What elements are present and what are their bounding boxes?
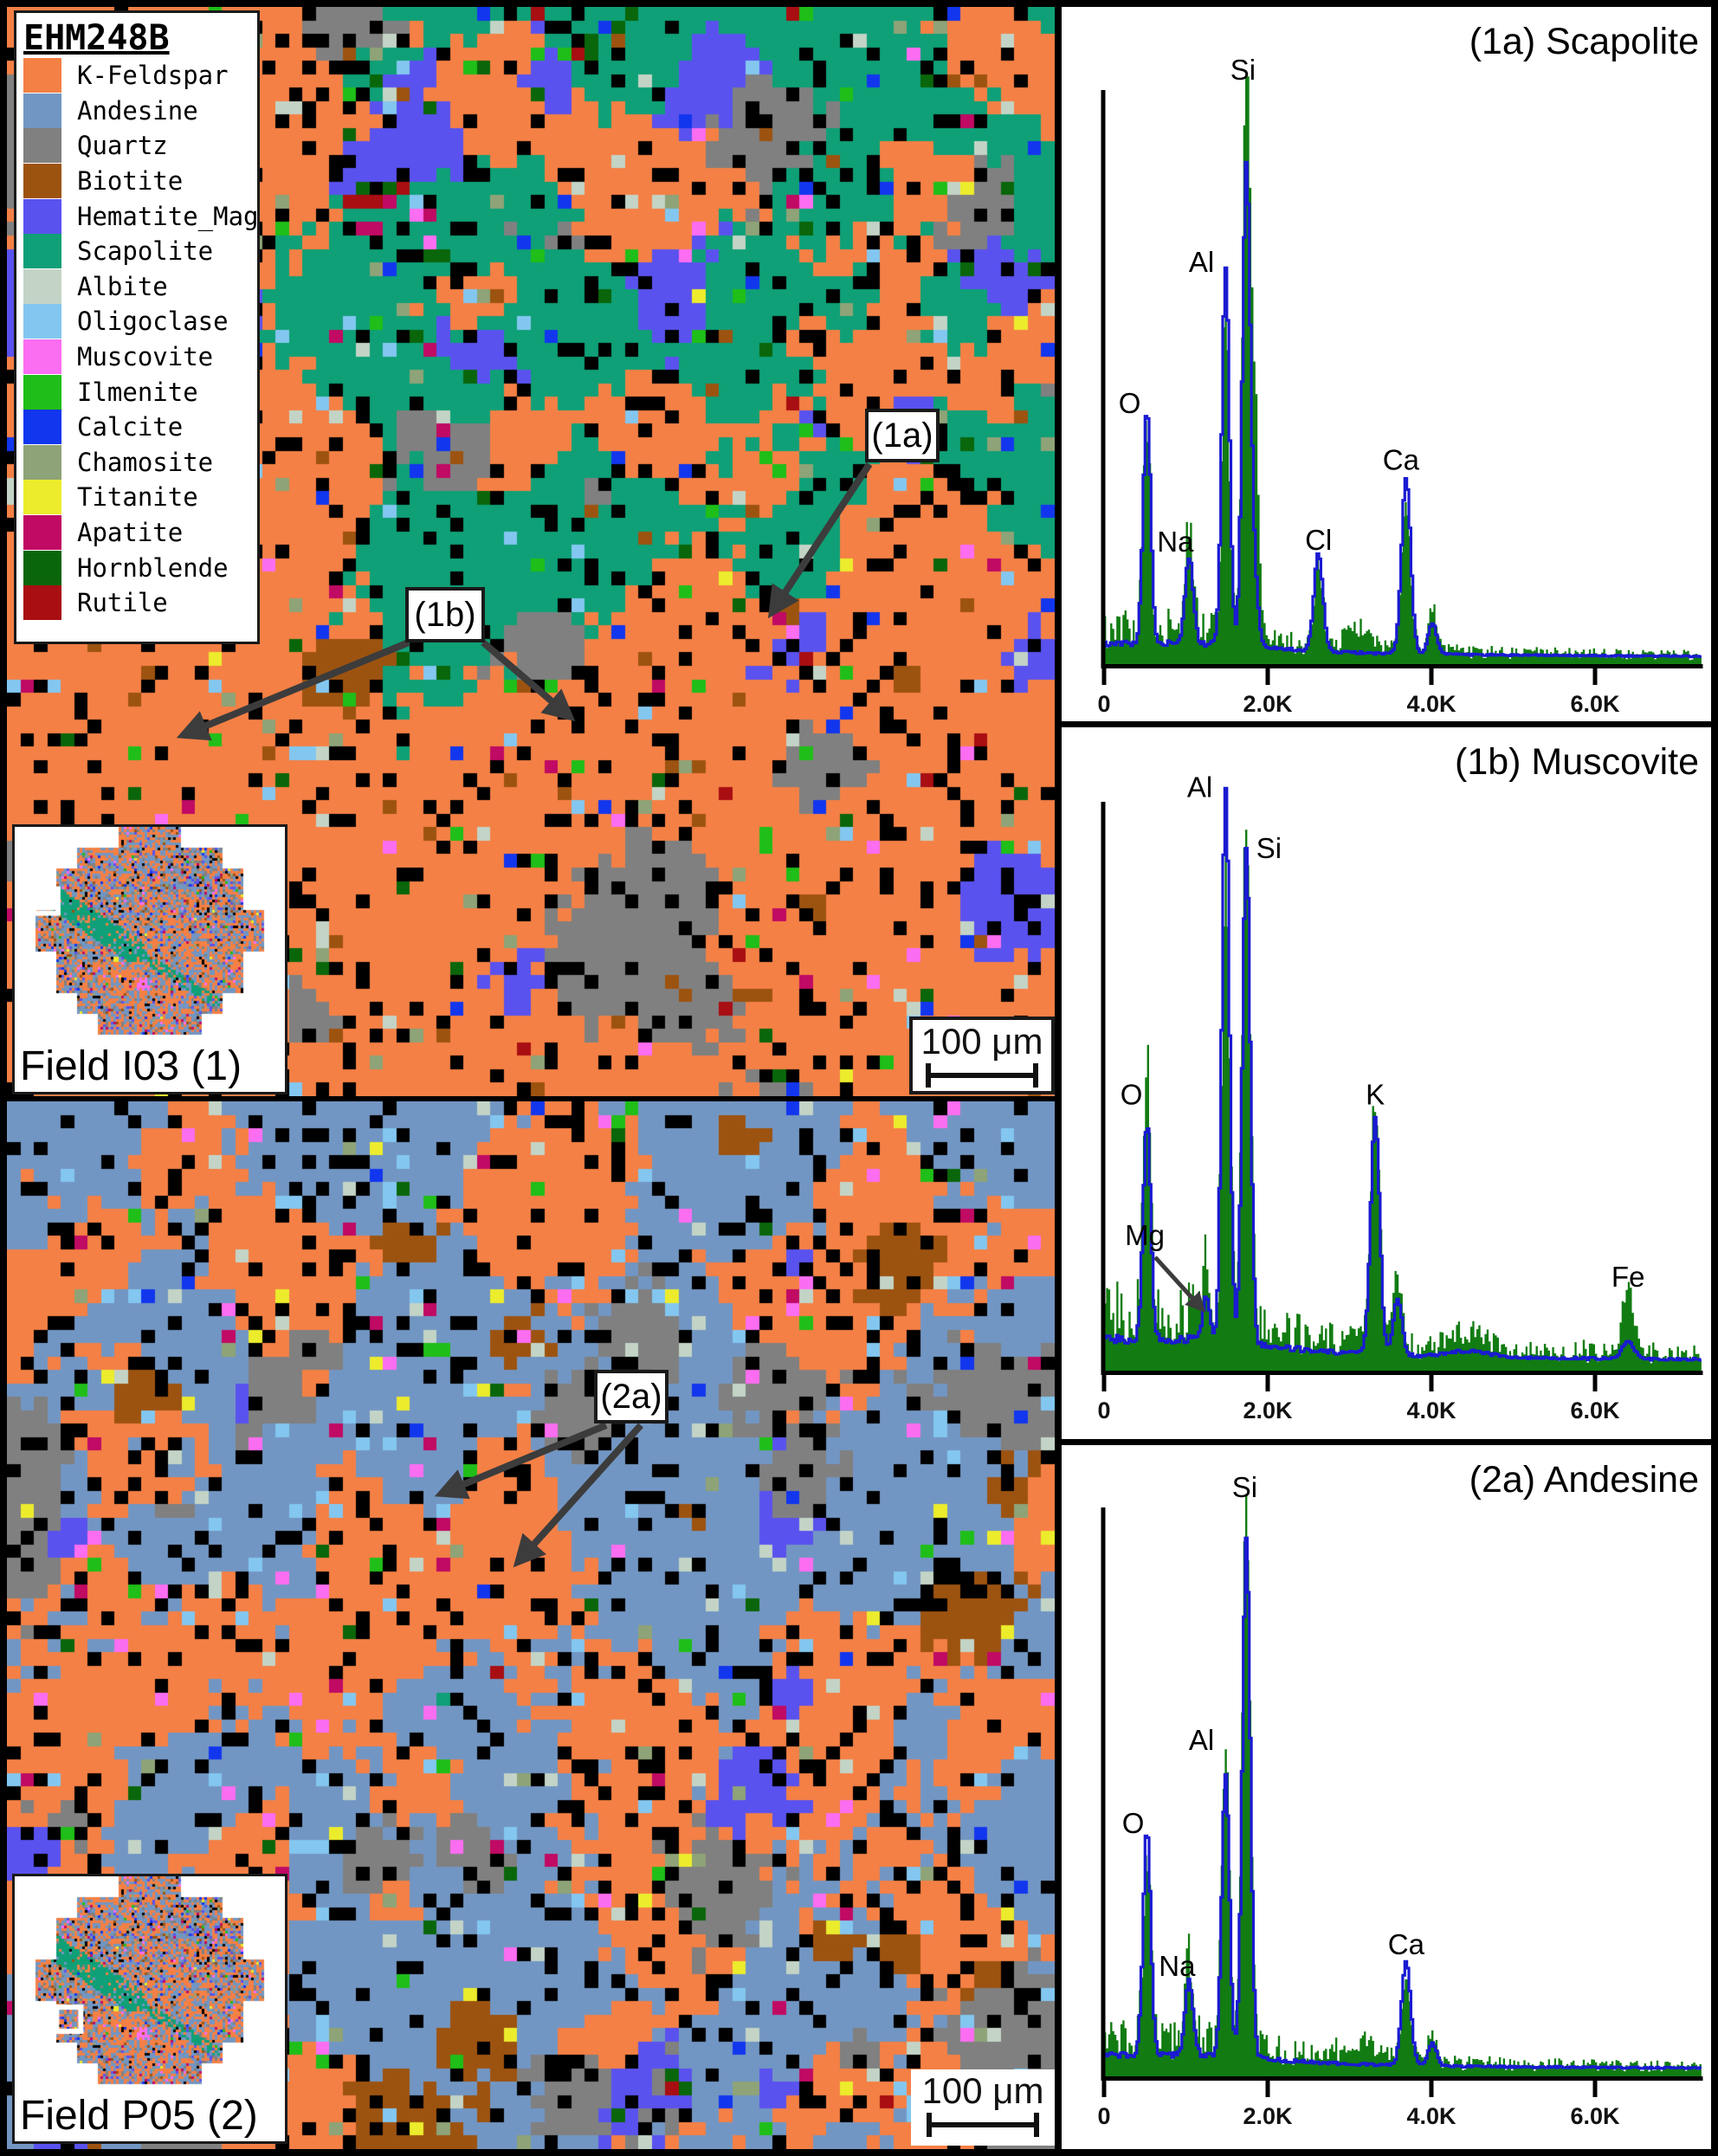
annotation-label-1a: (1a) bbox=[865, 409, 940, 462]
legend-entry-chamosite bbox=[23, 445, 257, 481]
legend-entry-hornblende bbox=[23, 550, 257, 585]
legend-swatch bbox=[23, 375, 61, 410]
scale-bar-label-1: 100 μm bbox=[920, 1021, 1043, 1062]
peak-label-al: Al bbox=[1186, 771, 1213, 804]
peak-label-al: Al bbox=[1188, 246, 1215, 279]
spectrum-chart-0 bbox=[1062, 7, 1711, 721]
field-overview-image-1 bbox=[15, 827, 285, 1045]
peak-label-al: Al bbox=[1188, 1723, 1215, 1756]
legend-entry-label: Oligoclase bbox=[77, 307, 229, 337]
y-axis bbox=[1101, 90, 1106, 668]
peak-label-o: O bbox=[1118, 386, 1141, 419]
legend-entry-label: Muscovite bbox=[77, 342, 214, 372]
scale-bar-2 bbox=[911, 2069, 1055, 2146]
legend-entry-apatite bbox=[23, 515, 257, 551]
x-tick-label: 2.0K bbox=[1243, 691, 1293, 717]
spectrum-title: (2a) Andesine bbox=[1469, 1459, 1699, 1501]
x-axis-tick bbox=[1430, 1375, 1434, 1391]
spectrum-chart-2 bbox=[1062, 1445, 1711, 2149]
x-tick-label: 0 bbox=[1097, 2103, 1111, 2129]
peak-label-fe: Fe bbox=[1611, 1260, 1645, 1293]
legend-title: EHM248B bbox=[23, 18, 170, 58]
column-divider bbox=[1055, 7, 1062, 2149]
field-overview-image-2 bbox=[15, 1876, 285, 2095]
legend-entry-label: Titanite bbox=[77, 482, 198, 513]
spectrum-title: (1a) Scapolite bbox=[1469, 21, 1699, 62]
scale-bar-ruler-2 bbox=[922, 2111, 1043, 2139]
legend-swatch bbox=[23, 234, 61, 268]
peak-label-o: O bbox=[1121, 1806, 1145, 1839]
x-axis-tick bbox=[1102, 2081, 1107, 2097]
scale-bar-1 bbox=[909, 1017, 1055, 1094]
legend-entry-label: Ilmenite bbox=[77, 377, 198, 407]
legend-entry-titanite bbox=[23, 480, 257, 515]
peak-label-o: O bbox=[1120, 1078, 1143, 1111]
legend-swatch bbox=[23, 515, 61, 550]
legend-entry-label: Andesine bbox=[77, 95, 198, 126]
peak-label-si: Si bbox=[1231, 1471, 1258, 1503]
x-tick-label: 6.0K bbox=[1570, 1398, 1620, 1423]
x-tick-label: 2.0K bbox=[1243, 2103, 1293, 2129]
legend-entry-label: Calcite bbox=[77, 412, 184, 442]
peak-label-k: K bbox=[1366, 1078, 1385, 1111]
spectrum-measured-series bbox=[1104, 76, 1702, 664]
x-axis-tick bbox=[1593, 1375, 1598, 1391]
x-tick-label: 4.0K bbox=[1406, 691, 1456, 717]
legend-entry-label: Chamosite bbox=[77, 447, 214, 477]
legend-swatch bbox=[23, 94, 61, 128]
legend-entry-label: Hematite_Mag bbox=[77, 201, 259, 231]
legend-entry-label: Scapolite bbox=[77, 236, 214, 267]
legend-entry-scapolite bbox=[23, 234, 257, 269]
legend-entry-hematite-mag bbox=[23, 198, 257, 234]
peak-label-na: Na bbox=[1159, 1950, 1196, 1983]
legend-swatch bbox=[23, 304, 61, 339]
scale-bar-label-2: 100 μm bbox=[921, 2070, 1044, 2111]
spectra-column bbox=[1062, 7, 1711, 2149]
spectrum-fit-series bbox=[1104, 1538, 1702, 2069]
peak-label-cl: Cl bbox=[1305, 523, 1333, 556]
legend-swatch bbox=[23, 269, 61, 304]
legend-entry-label: Rutile bbox=[77, 588, 168, 618]
legend-entry-andesine bbox=[23, 94, 257, 129]
x-axis-tick bbox=[1266, 1375, 1270, 1391]
legend-swatch bbox=[23, 445, 61, 480]
x-axis-tick bbox=[1593, 668, 1598, 685]
x-tick-label: 6.0K bbox=[1570, 2103, 1620, 2129]
x-axis-tick bbox=[1266, 668, 1270, 685]
peak-label-mg: Mg bbox=[1125, 1219, 1165, 1251]
peak-label-si: Si bbox=[1230, 54, 1256, 86]
x-axis-tick bbox=[1430, 2081, 1434, 2097]
x-tick-label: 6.0K bbox=[1570, 691, 1620, 717]
legend-swatch bbox=[23, 410, 61, 444]
y-axis bbox=[1101, 1507, 1106, 2081]
legend-entry-label: Quartz bbox=[77, 131, 168, 161]
annotation-label-2a: (2a) bbox=[594, 1370, 668, 1423]
legend-entry-calcite bbox=[23, 410, 257, 445]
legend-entry-quartz bbox=[23, 128, 257, 164]
legend-entry-rutile bbox=[23, 585, 257, 621]
spectrum-title: (1b) Muscovite bbox=[1455, 741, 1699, 783]
annotation-label-1b: (1b) bbox=[405, 587, 485, 642]
field-overview-inset-2 bbox=[12, 1874, 287, 2144]
legend-entry-label: Albite bbox=[77, 271, 168, 301]
mg-annotation-arrow bbox=[1155, 1257, 1202, 1308]
legend-entry-label: Hornblende bbox=[77, 552, 229, 583]
spectrum-panel-2a bbox=[1062, 1445, 1711, 2149]
legend-entry-label: K-Feldspar bbox=[77, 61, 229, 91]
field-overview-inset-1 bbox=[12, 824, 287, 1094]
x-axis bbox=[1101, 664, 1703, 668]
legend-entry-oligoclase bbox=[23, 304, 257, 339]
spectrum-panel-1a bbox=[1062, 7, 1711, 721]
mineral-maps-column bbox=[7, 7, 1055, 2149]
x-axis-tick bbox=[1102, 1375, 1107, 1391]
x-tick-label: 2.0K bbox=[1243, 1398, 1293, 1423]
legend bbox=[14, 10, 260, 644]
legend-swatch bbox=[23, 58, 61, 93]
x-tick-label: 4.0K bbox=[1406, 2103, 1456, 2129]
legend-entry-muscovite bbox=[23, 339, 257, 375]
legend-swatch bbox=[23, 480, 61, 514]
peak-label-ca: Ca bbox=[1382, 443, 1419, 476]
panel-divider-1 bbox=[1062, 721, 1711, 727]
spectrum-chart-1 bbox=[1062, 727, 1711, 1439]
field-label-1: Field I03 (1) bbox=[20, 1043, 242, 1089]
spectrum-panel-1b bbox=[1062, 727, 1711, 1439]
peak-label-na: Na bbox=[1157, 525, 1194, 558]
legend-swatch bbox=[23, 339, 61, 374]
legend-entries bbox=[23, 58, 257, 621]
legend-entry-biotite bbox=[23, 164, 257, 199]
peak-label-ca: Ca bbox=[1387, 1928, 1424, 1961]
x-tick-label: 0 bbox=[1097, 1398, 1111, 1423]
x-axis-tick bbox=[1593, 2081, 1598, 2097]
panel-divider-2 bbox=[1062, 1439, 1711, 1445]
peak-label-si: Si bbox=[1256, 832, 1282, 865]
x-axis bbox=[1101, 2076, 1703, 2081]
field-label-2: Field P05 (2) bbox=[20, 2093, 258, 2139]
x-axis-tick bbox=[1430, 668, 1434, 685]
x-tick-label: 0 bbox=[1097, 691, 1111, 717]
legend-entry-label: Apatite bbox=[77, 518, 184, 548]
legend-entry-k-feldspar bbox=[23, 58, 257, 94]
legend-swatch bbox=[23, 585, 61, 620]
y-axis bbox=[1101, 802, 1106, 1375]
legend-entry-ilmenite bbox=[23, 374, 257, 410]
scale-bar-ruler-1 bbox=[921, 1062, 1043, 1089]
legend-swatch bbox=[23, 199, 61, 234]
legend-swatch bbox=[23, 551, 61, 585]
x-tick-label: 4.0K bbox=[1406, 1398, 1456, 1423]
legend-swatch bbox=[23, 164, 61, 198]
x-axis-tick bbox=[1102, 668, 1107, 685]
x-axis-tick bbox=[1266, 2081, 1270, 2097]
x-axis bbox=[1101, 1371, 1703, 1375]
legend-entry-label: Biotite bbox=[77, 166, 184, 197]
legend-entry-albite bbox=[23, 269, 257, 305]
legend-swatch bbox=[23, 128, 61, 163]
